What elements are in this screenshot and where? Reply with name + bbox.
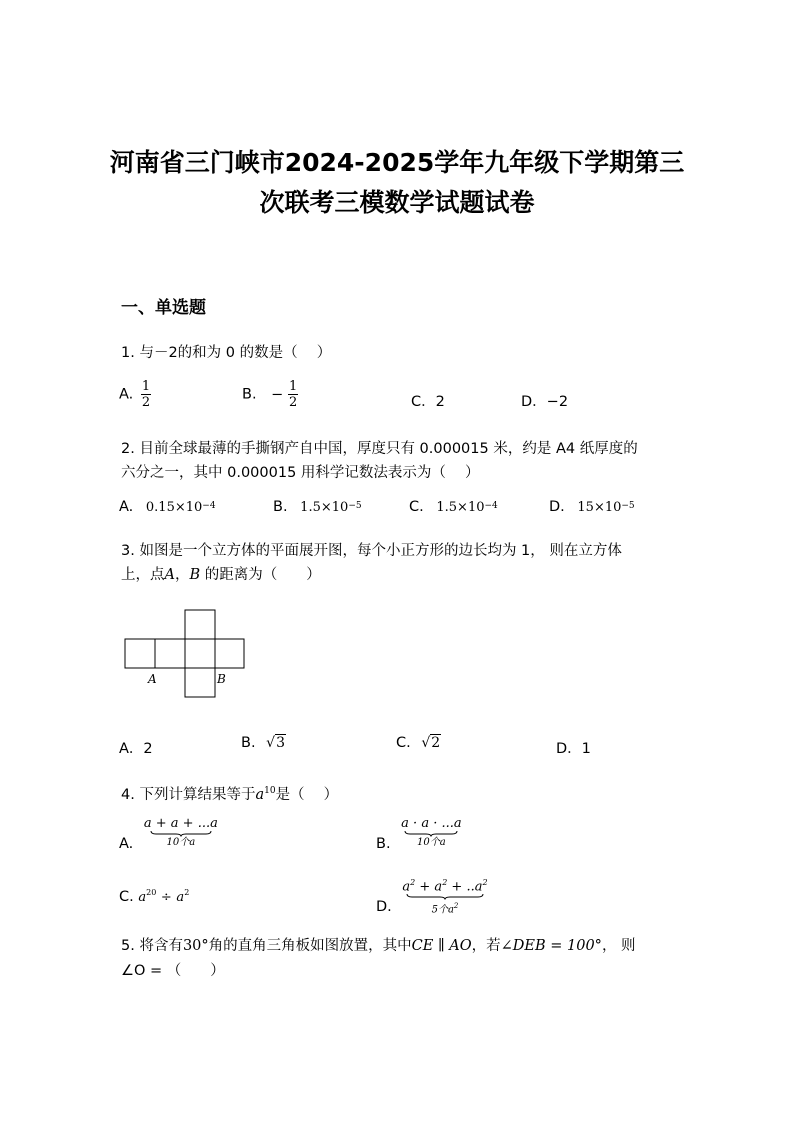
option-label: A.: [119, 499, 134, 515]
parallel-relation: CE ∥ AO: [411, 938, 472, 954]
power-exponent: 2: [184, 888, 190, 897]
scientific-notation: [300, 500, 361, 515]
option-label: B.: [241, 735, 256, 751]
term-exponent: 2: [442, 878, 448, 887]
question-4-option-d: [376, 877, 488, 917]
net-square: [215, 639, 244, 668]
underbrace-icon: [406, 893, 484, 900]
question-2-option-c: [409, 499, 498, 515]
power-exponent: 20: [146, 888, 157, 897]
fraction: [141, 380, 151, 409]
underbrace-expression: [144, 818, 218, 849]
question-4-option-b: [376, 816, 462, 852]
power-exponent: 10: [264, 786, 276, 797]
square-root: [421, 735, 441, 751]
fraction-denominator: 2: [288, 395, 298, 410]
division-sign: ÷: [160, 889, 172, 905]
question-1-option-a: [119, 380, 151, 409]
stem-text: 上，点: [121, 567, 165, 583]
option-label: C.: [409, 499, 424, 515]
stem-text: ， 则: [601, 938, 636, 954]
question-5-stem-line-1: [121, 934, 636, 955]
net-square: [125, 639, 155, 668]
option-label: A.: [119, 835, 134, 852]
bottom-text: 5个a: [431, 904, 454, 916]
power-base: a: [138, 889, 147, 905]
mantissa: 1.5: [300, 500, 321, 515]
question-2-stem-line-2: 六分之一，其中 0.000015 用科学记数法表示为（ ）: [121, 465, 480, 481]
times-sign: ×: [593, 500, 605, 515]
question-3-option-b: [241, 735, 286, 751]
fraction: [288, 380, 298, 409]
question-3-stem-line-2: [121, 563, 321, 584]
question-3-option-a: A．2: [119, 741, 153, 757]
exponent: −4: [484, 501, 498, 511]
angle-condition: ∠DEB = 100°: [500, 938, 602, 954]
section-heading-single-choice: 一、单选题: [121, 298, 206, 318]
term-base: a: [434, 879, 443, 895]
question-4-option-c: [119, 888, 189, 905]
term-exponent: 2: [410, 878, 416, 887]
question-1-stem: 1. 与－2的和为 0 的数是（ ）: [121, 345, 332, 361]
question-3-stem-line-1: 3. 如图是一个立方体的平面展开图，每个小正方形的边长均为 1， 则在立方体: [121, 543, 622, 559]
term-base: a: [474, 879, 483, 895]
figure-label-b: B: [217, 672, 226, 686]
stem-text: 5. 将含有: [121, 938, 183, 954]
question-4-option-a: [119, 816, 218, 852]
cube-net-figure: [120, 605, 250, 701]
fraction-denominator: 2: [141, 395, 151, 410]
question-1-option-b: [242, 380, 298, 409]
underbrace-expression: [401, 818, 461, 849]
point-a-label: A: [164, 567, 175, 583]
net-square: [155, 639, 185, 668]
question-3-option-c: [396, 735, 441, 751]
times-sign: ×: [320, 500, 332, 515]
fraction-numerator: 1: [288, 379, 298, 394]
separator: ，: [174, 567, 190, 583]
underbrace-icon: [150, 830, 212, 837]
question-5-stem-line-2: ∠O = （ ）: [121, 963, 225, 979]
base: 10: [185, 500, 203, 515]
option-label: B.: [376, 835, 391, 852]
scientific-notation: [146, 500, 216, 515]
term-exponent: 2: [482, 878, 488, 887]
option-label: B.: [242, 386, 257, 403]
exponent: −4: [202, 501, 216, 511]
scientific-notation: [436, 500, 497, 515]
question-2-stem-line-1: 2. 目前全球最薄的手撕钢产自中国，厚度只有 0.000015 米，约是 A4 纸厚度的: [121, 441, 638, 457]
question-1-option-d: D．−2: [521, 394, 569, 410]
option-label: C.: [396, 735, 411, 751]
option-label: C.: [119, 888, 134, 905]
question-4-stem: [121, 783, 338, 804]
question-2-option-b: [273, 499, 362, 515]
ellipsis-plus: + ..: [447, 879, 475, 895]
radicand: 3: [276, 735, 286, 751]
stem-text: 角的直角三角板如图放置，其中: [208, 938, 412, 954]
net-square: [185, 668, 215, 697]
stem-text: ，若: [471, 938, 501, 954]
underbrace-top: [402, 877, 487, 893]
option-label: D.: [549, 499, 565, 515]
mantissa: 15: [577, 500, 594, 515]
net-square: [185, 639, 215, 668]
question-2-option-d: [549, 499, 635, 515]
underbrace-top: a · a · ...a: [401, 816, 462, 831]
option-label: A.: [119, 386, 134, 403]
page-title-line-1: 河南省三门峡市2024-2025学年九年级下学期第三: [109, 148, 685, 177]
underbrace-icon: [404, 830, 458, 837]
net-square: [185, 610, 215, 639]
question-3-option-d: D．1: [556, 741, 591, 757]
radicand: 2: [431, 735, 441, 751]
exponent: −5: [348, 501, 362, 511]
stem-text: 4. 下列计算结果等于: [121, 787, 256, 803]
figure-label-a: A: [148, 672, 157, 686]
bottom-exponent: 2: [453, 902, 459, 911]
fraction-numerator: 1: [141, 379, 151, 394]
radical-sign: √: [266, 735, 276, 751]
times-sign: ×: [457, 500, 468, 515]
exponent: −5: [621, 501, 635, 511]
stem-text: 的距离为（ ）: [204, 567, 321, 583]
square-root: [266, 735, 286, 751]
underbrace-bottom: [432, 900, 459, 916]
stem-text: 是（ ）: [275, 787, 339, 803]
underbrace-bottom: 10个a: [417, 837, 446, 848]
page-title-line-2: 次联考三模数学试题试卷: [259, 188, 535, 217]
base: 10: [331, 500, 349, 515]
base: 10: [467, 500, 485, 515]
power-base: a: [255, 787, 265, 803]
question-1-option-c: C．2: [411, 394, 445, 410]
underbrace-top: a + a + ...a: [143, 816, 218, 831]
plus-sign: +: [415, 879, 435, 895]
option-label: B.: [273, 499, 288, 515]
base: 10: [604, 500, 622, 515]
scientific-notation: [577, 500, 634, 515]
degree-sign: °: [201, 938, 209, 954]
option-label: D.: [376, 898, 392, 915]
times-sign: ×: [174, 500, 186, 515]
point-b-label: B: [189, 567, 201, 583]
question-2-option-a: [119, 499, 216, 515]
radical-sign: √: [421, 735, 431, 751]
mantissa: 1.5: [436, 500, 458, 515]
angle-value: 30: [182, 938, 202, 954]
underbrace-expression: [402, 877, 487, 917]
term-base: a: [402, 879, 411, 895]
minus-sign: −: [271, 386, 284, 403]
power-base: a: [176, 889, 185, 905]
mantissa: 0.15: [145, 500, 175, 515]
underbrace-bottom: 10个a: [166, 837, 196, 848]
